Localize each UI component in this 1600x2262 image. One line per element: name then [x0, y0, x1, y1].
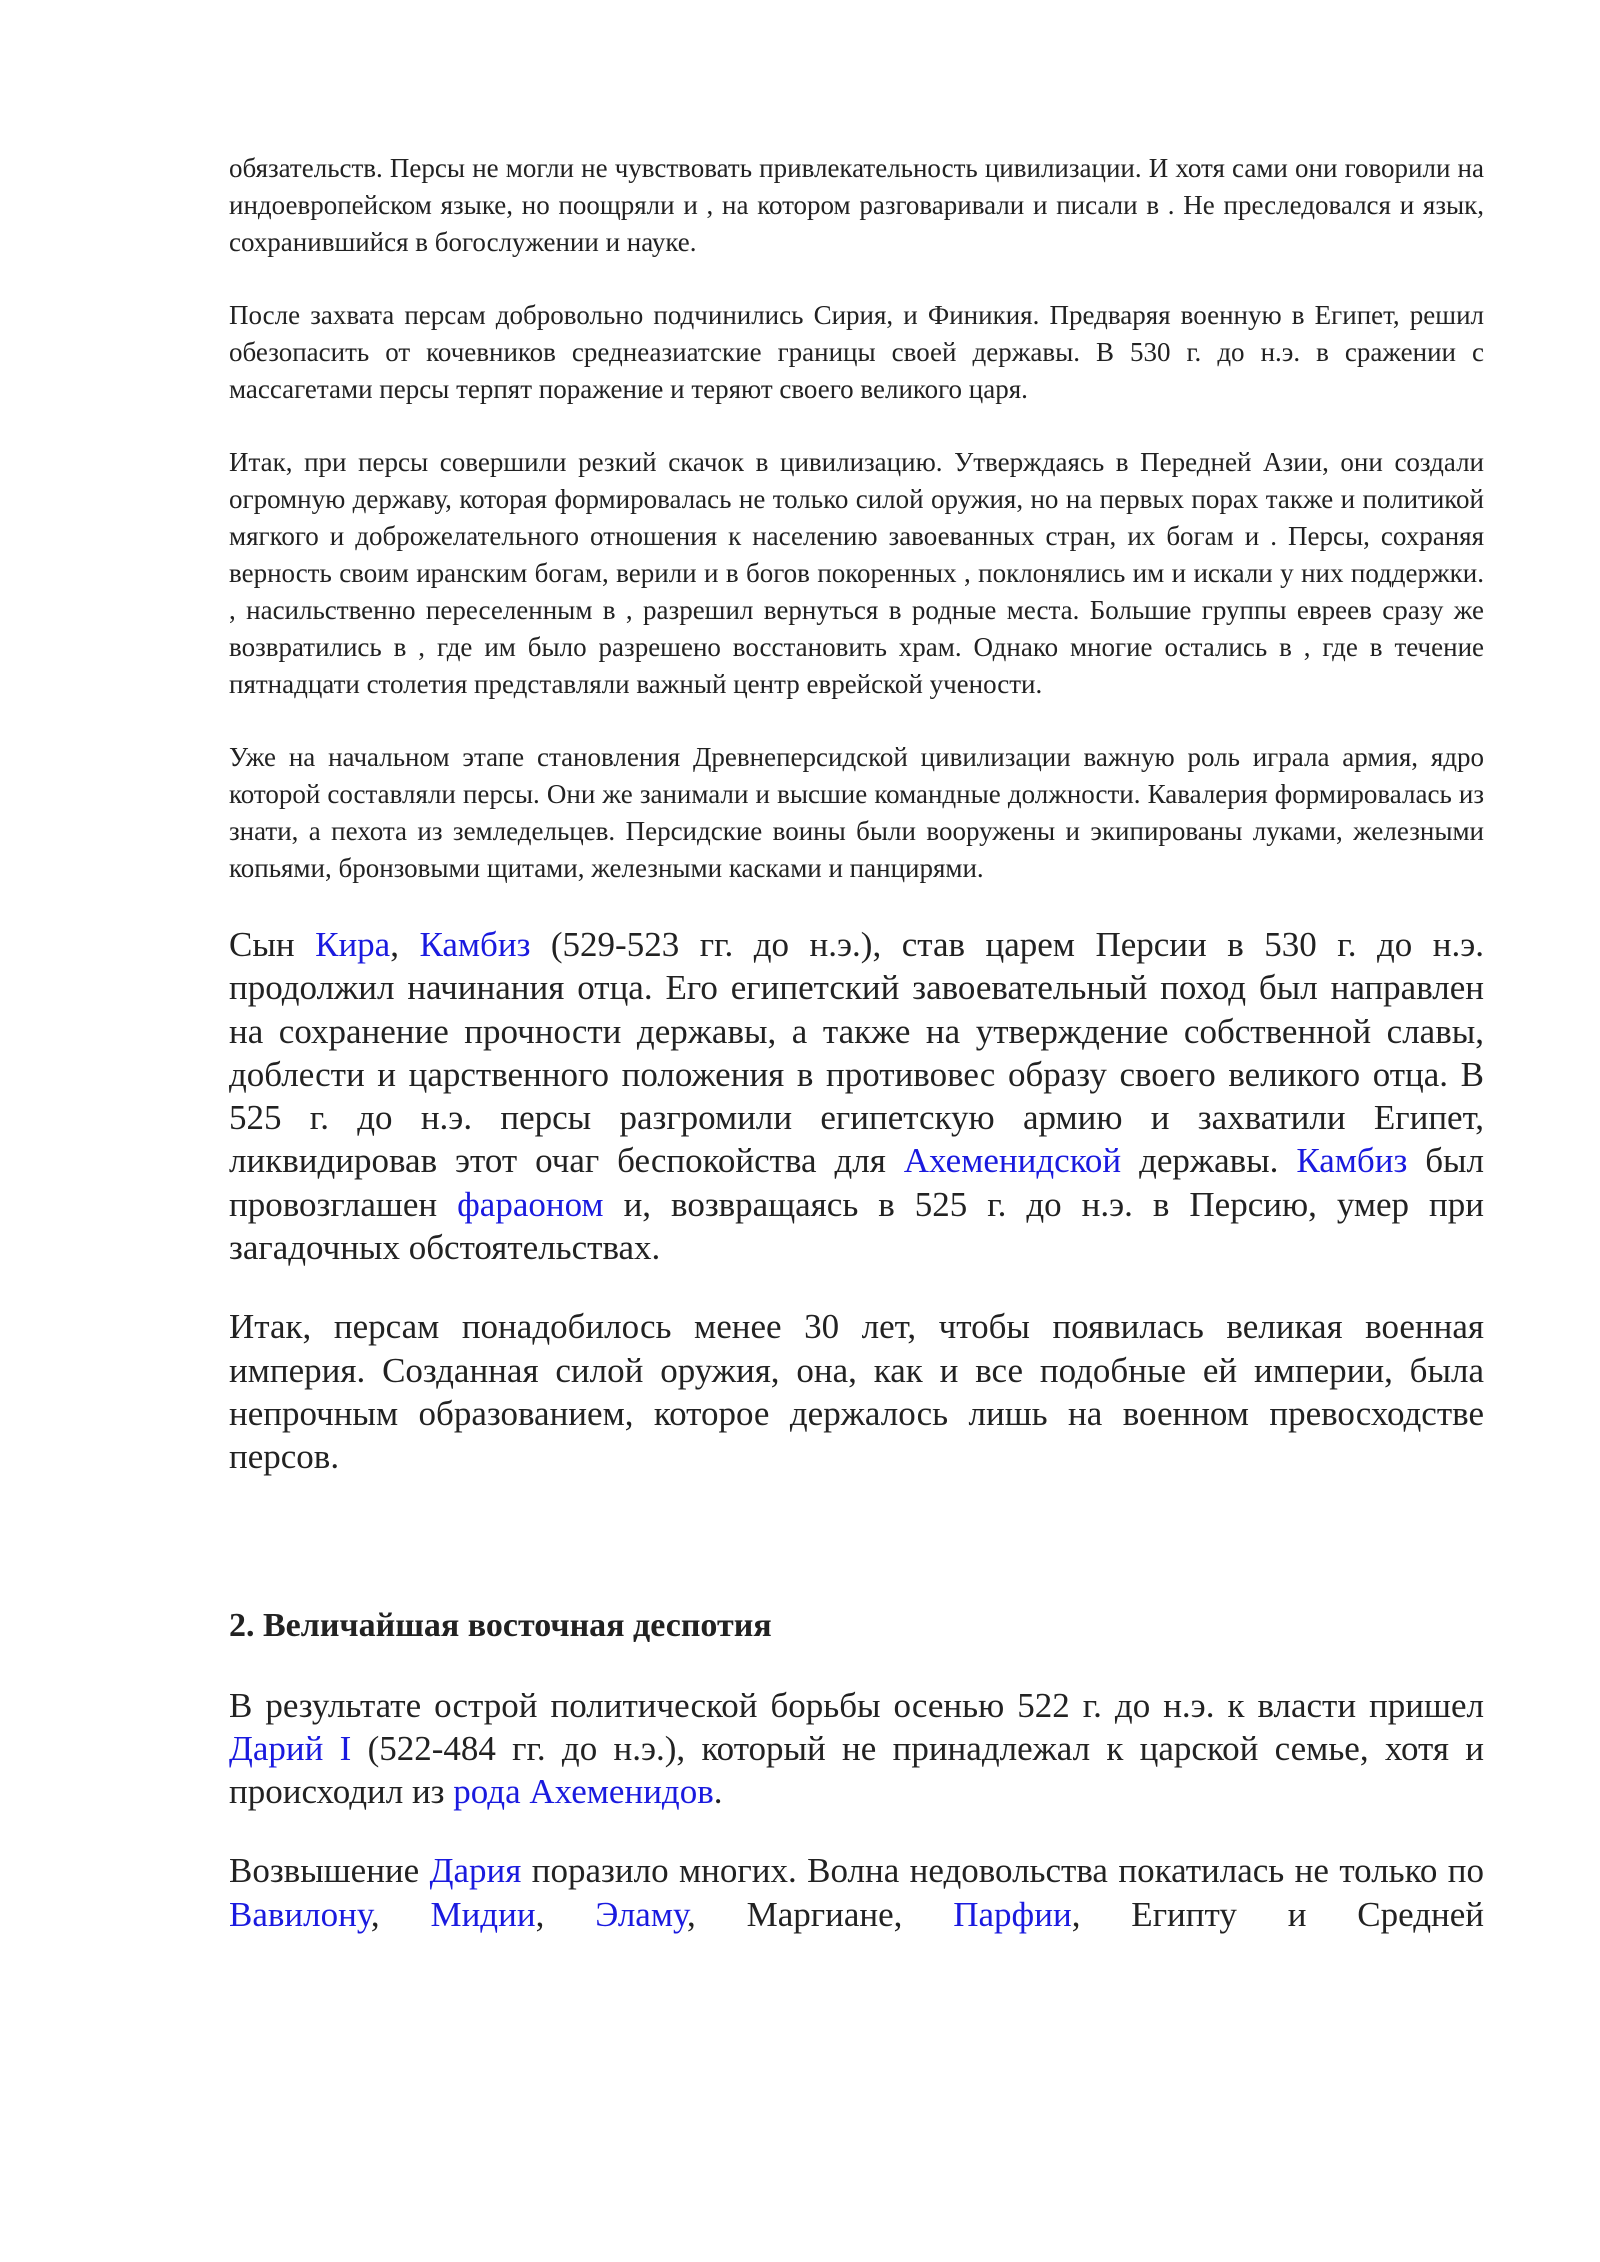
text-span: , [390, 925, 420, 964]
text-span: был провозглашен [229, 1141, 1484, 1224]
text-span: и, возвращаясь в 525 г. до н.э. в Персию, умер при загадочных обстоятельствах. [229, 1184, 1484, 1268]
link-daria[interactable]: Дария [429, 1851, 522, 1891]
paragraph-persian-culture: обязательств. Персы не могли не чувствовать привлекательность цивилизации. И хотя сами они говорили на индоевропейском языке, но поощряли и , на котором разговаривали и писали в . Не преследовался и язык, сохранившийся в богослужении и науке. [229, 153, 1484, 257]
text-span: Сын [229, 925, 316, 964]
text-span: , Египту и Средней [1071, 1894, 1485, 1934]
text-span: державы. [1121, 1141, 1297, 1181]
section-heading: 2. Величайшая восточная деспотия [229, 1606, 772, 1644]
paragraph-rise [229, 1849, 1484, 1936]
text-span: В результате острой политической борьбы осенью 522 г. до н.э. к власти пришел [229, 1685, 1484, 1725]
paragraph-empire: Итак, персам понадобилось менее 30 лет, чтобы появилась великая военная империя. Созданная силой оружия, она, как и все подобные ей империи, была непрочным образованием, которое держалось лишь на военном превосходстве персов. [229, 1307, 1484, 1477]
paragraph-kambiz [229, 923, 1484, 1269]
link-darius[interactable]: Дарий I [229, 1728, 352, 1768]
paragraph-civilization-leap: Итак, при персы совершили резкий скачок в цивилизацию. Утверждаясь в Передней Азии, они создали огромную державу, которая формировалась не только силой оружия, но на первых порах также и политикой мягкого и доброжелательного отношения к населению завоеванных стран, их богам и . Персы, сохраняя верность своим иранским богам, верили и в богов покоренных , поклонялись им и искали у них поддержки. , насильственно переселенным в , разрешил вернуться в родные места. Большие группы евреев сразу же возвратились в , где им было разрешено восстановить храм. Однако многие остались в , где в течение пятнадцати столетия представляли важный центр еврейской учености. [229, 447, 1484, 699]
text-span: , [535, 1894, 596, 1934]
text-span: (522-484 гг. до н.э.), который не принадлежал к царской семье, хотя и происходил из [229, 1728, 1484, 1812]
link-elam[interactable]: Эламу [595, 1894, 687, 1934]
text-span: поразило многих. Волна недовольства покатилась не только по [521, 1851, 1484, 1891]
paragraph-conquest: После захвата персам добровольно подчинились Сирия, и Финикия. Предваряя военную в Египет, решил обезопасить от кочевников среднеазиатские границы своей державы. В 530 г. до н.э. в сражении с массагетами персы терпят поражение и теряют своего великого царя. [229, 300, 1484, 404]
link-achaemenid-clan[interactable]: рода Ахеменидов [453, 1772, 714, 1812]
link-parthia[interactable]: Парфии [953, 1894, 1072, 1934]
text-span: , [370, 1894, 431, 1934]
link-pharaoh[interactable]: фараоном [457, 1184, 604, 1224]
link-kambiz[interactable]: Камбиз [419, 925, 531, 964]
document-page [229, 150, 1484, 1972]
text-span: (529-523 гг. до н.э.), став царем Персии в 530 г. до н.э. продолжил начинания отца. Его египетский завоевательный поход был направлен на сохранение прочности державы, а также на утверждение собственной славы, доблести и царственного положения в противовес образу своего великого отца. В 525 г. до н.э. персы разгромили египетскую армию и захватили Египет, ликвидировав этот очаг беспокойства для [229, 925, 1484, 1181]
link-media[interactable]: Мидии [430, 1894, 536, 1934]
link-achaemenid[interactable]: Ахеменидской [903, 1141, 1122, 1181]
paragraph-darius [229, 1684, 1484, 1814]
paragraph-army: Уже на начальном этапе становления Древнеперсидской цивилизации важную роль играла армия, ядро которой составляли персы. Они же занимали и высшие командные должности. Кавалерия формировалась из знати, а пехота из земледельцев. Персидские воины были вооружены и экипированы луками, железными копьями, бронзовыми щитами, железными касками и панцирями. [229, 742, 1484, 883]
link-kira[interactable]: Кира [315, 925, 391, 964]
text-span: . [713, 1772, 723, 1812]
text-span: Возвышение [229, 1851, 430, 1891]
text-span: , Маргиане, [686, 1894, 954, 1934]
link-kambiz-2[interactable]: Камбиз [1296, 1141, 1408, 1181]
link-babylon[interactable]: Вавилону [229, 1894, 371, 1934]
